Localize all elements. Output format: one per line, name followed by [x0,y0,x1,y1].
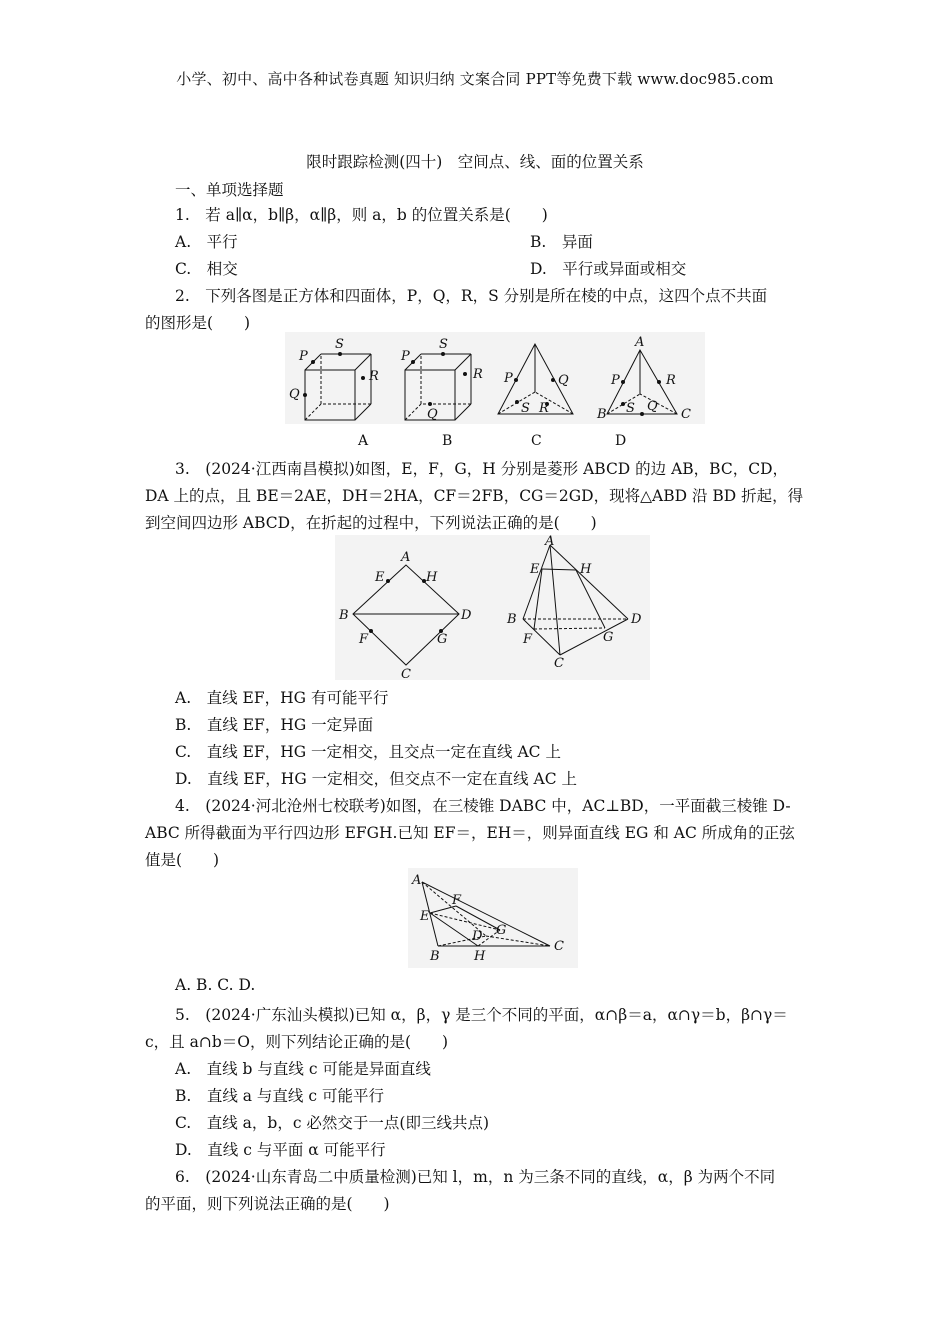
q2d-label-a: A [635,335,645,350]
q4-stem-line3: 值是( ) [145,851,220,869]
q4-label-g: G [496,923,507,938]
q3-stem-line2: DA 上的点，且 BE＝2AE，DH＝2HA，CF＝2FB，CG＝2GD，现将△ABD 沿 BD 折起，得 [145,487,804,505]
q4-label-d: D [472,929,483,944]
q3-tetra-label-c: C [554,656,564,671]
q1-option-c: C. 相交 [175,260,238,278]
q5-stem-line1: 5. (2024·广东汕头模拟)已知 α，β，γ 是三个不同的平面，α∩β＝a，α∩γ＝b，β∩γ＝ [175,1006,788,1024]
q3-rhombus-label-h: H [426,570,438,585]
page-header: 小学、初中、高中各种试卷真题 知识归纳 文案合同 PPT等免费下载 www.doc985.com [176,70,774,88]
q2d-label-r: R [666,373,676,388]
q3-tetra-label-a: A [545,535,555,549]
q5-option-b: B. 直线 a 与直线 c 可能平行 [175,1087,384,1105]
q2a-label-r: R [369,369,379,384]
q1-option-b: B. 异面 [530,233,593,251]
q2d-label-c: C [681,407,691,422]
q2b-label-s: S [439,337,448,352]
q3-rhombus-label-e: E [375,570,385,585]
q2a-label-q: Q [289,387,300,402]
q4-options: A. B. C. D. [175,976,256,994]
q3-tetra-label-e: E [530,562,540,577]
q1-option-a: A. 平行 [175,233,238,251]
q5-option-c: C. 直线 a，b，c 必然交于一点(即三线共点) [175,1114,490,1132]
q3-rhombus-label-b: B [339,608,349,623]
q2-caption-c: C [531,433,542,449]
q4-stem-line1: 4. (2024·河北沧州七校联考)如图，在三棱锥 DABC 中，AC⊥BD，一平面截三棱锥 D- [175,797,791,815]
q3-rhombus-label-f: F [359,632,369,647]
q2d-label-s: S [626,401,635,416]
q4-figure [408,868,578,968]
q4-label-a: A [412,873,422,888]
q3-figure [335,535,650,680]
q1-option-d: D. 平行或异面或相交 [530,260,687,278]
q2c-label-q: Q [558,373,569,388]
q6-stem-line2: 的平面，则下列说法正确的是( ) [145,1195,390,1213]
q2-stem-line1: 2. 下列各图是正方体和四面体，P，Q，R，S 分别是所在棱的中点，这四个点不共面 [175,287,768,305]
q6-stem-line1: 6. (2024·山东青岛二中质量检测)已知 l，m，n 为三条不同的直线，α，β 为两个不同 [175,1168,776,1186]
q5-option-d: D. 直线 c 与平面 α 可能平行 [175,1141,386,1159]
q3-option-b: B. 直线 EF，HG 一定异面 [175,716,374,734]
q2-caption-a: A [358,433,369,449]
q3-option-a: A. 直线 EF，HG 有可能平行 [175,689,389,707]
q1-stem: 1. 若 a∥α，b∥β，α∥β，则 a，b 的位置关系是( ) [175,206,548,224]
q3-option-c: C. 直线 EF，HG 一定相交，且交点一定在直线 AC 上 [175,743,561,761]
q3-tetra-label-h: H [580,562,592,577]
q5-stem-line2: c，且 a∩b＝O，则下列结论正确的是( ) [145,1033,449,1051]
q2-stem-line2: 的图形是( ) [145,314,251,332]
q3-option-d: D. 直线 EF，HG 一定相交，但交点不一定在直线 AC 上 [175,770,578,788]
q2c-label-r: R [539,401,549,416]
q3-rhombus-label-c: C [401,667,411,680]
q3-stem-line1: 3. (2024·江西南昌模拟)如图，E，F，G，H 分别是菱形 ABCD 的边 AB，BC，CD， [175,460,789,478]
q2b-label-q: Q [427,407,438,422]
q2d-label-q: Q [647,399,658,414]
q2-figures [285,332,705,452]
q2d-label-p: P [611,373,620,388]
q2a-label-s: S [335,337,344,352]
q4-stem-line2: ABC 所得截面为平行四边形 EFGH.已知 EF＝，EH＝，则异面直线 EG 和 AC 所成角的正弦 [145,824,795,842]
q2b-label-r: R [473,367,483,382]
q3-rhombus-label-a: A [401,550,411,565]
q2c-label-p: P [504,371,513,386]
q3-stem-line3: 到空间四边形 ABCD，在折起的过程中，下列说法正确的是( ) [145,514,597,532]
q2c-label-s: S [521,401,530,416]
q4-label-f: F [452,893,462,908]
q2d-label-b: B [597,407,607,422]
q4-label-h: H [474,949,486,964]
q3-rhombus-label-g: G [437,632,448,647]
q5-option-a: A. 直线 b 与直线 c 可能是异面直线 [175,1060,431,1078]
q3-rhombus-label-d: D [461,608,472,623]
q2-caption-d: D [615,433,627,449]
section-heading: 一、单项选择题 [175,181,284,199]
q3-tetra-label-g: G [603,630,614,645]
page-title: 限时跟踪检测(四十) 空间点、线、面的位置关系 [306,153,644,171]
q2a-label-p: P [299,349,308,364]
q3-tetra-label-d: D [631,612,642,627]
q2-caption-b: B [442,433,453,449]
q4-label-e: E [420,909,430,924]
q4-label-b: B [430,949,440,964]
q3-tetra-label-f: F [523,632,533,647]
q3-tetra-label-b: B [507,612,517,627]
q2b-label-p: P [401,349,410,364]
q4-label-c: C [554,939,564,954]
